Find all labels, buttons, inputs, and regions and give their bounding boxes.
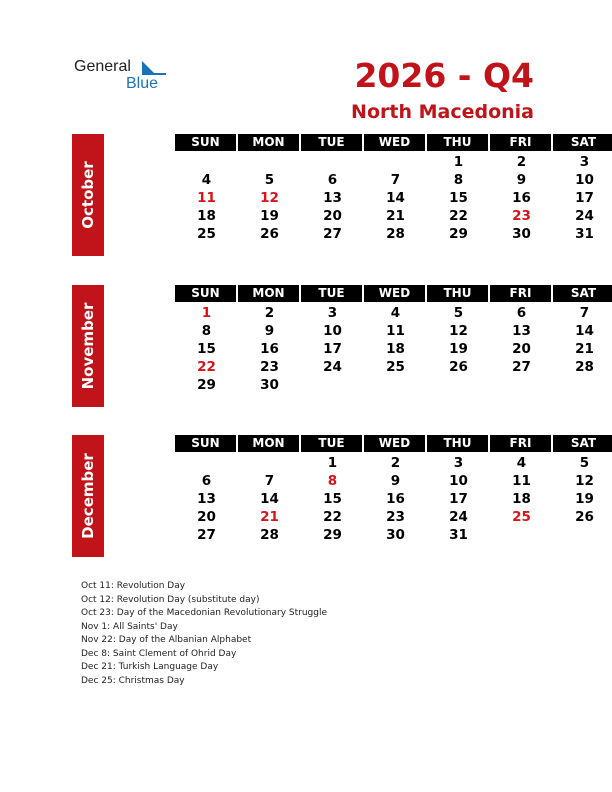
month-label-tab bbox=[72, 134, 104, 256]
date-cell: 7 bbox=[579, 305, 590, 321]
weekday-header-row bbox=[175, 435, 612, 452]
weekday-header: THU bbox=[427, 435, 488, 452]
date-cell: 6 bbox=[327, 172, 338, 188]
holiday-date: 21 bbox=[260, 509, 279, 525]
week-row bbox=[175, 508, 612, 526]
month-label-tab bbox=[72, 285, 104, 407]
week-row bbox=[175, 189, 612, 207]
day-grid bbox=[175, 153, 612, 243]
date-cell: 30 bbox=[512, 226, 531, 242]
date-cell: 9 bbox=[516, 172, 527, 188]
weekday-header: SUN bbox=[175, 134, 236, 151]
date-cell bbox=[364, 376, 427, 394]
date-cell: 10 bbox=[449, 473, 468, 489]
month-december bbox=[72, 435, 597, 557]
weekday-header: TUE bbox=[301, 134, 362, 151]
date-cell: 25 bbox=[386, 359, 405, 375]
weekday-header: MON bbox=[238, 134, 299, 151]
date-cell: 18 bbox=[512, 491, 531, 507]
date-cell: 7 bbox=[264, 473, 275, 489]
date-cell bbox=[553, 376, 612, 394]
day-grid bbox=[175, 454, 612, 544]
weekday-header: TUE bbox=[301, 435, 362, 452]
holiday-date: 25 bbox=[512, 509, 531, 525]
date-cell: 13 bbox=[512, 323, 531, 339]
week-row bbox=[175, 304, 612, 322]
date-cell: 26 bbox=[449, 359, 468, 375]
date-cell: 3 bbox=[453, 455, 464, 471]
date-cell: 26 bbox=[260, 226, 279, 242]
date-cell: 31 bbox=[575, 226, 594, 242]
date-cell: 9 bbox=[390, 473, 401, 489]
date-cell: 21 bbox=[575, 341, 594, 357]
weekday-header: THU bbox=[427, 285, 488, 302]
weekday-header: MON bbox=[238, 435, 299, 452]
date-cell: 7 bbox=[390, 172, 401, 188]
weekday-header: THU bbox=[427, 134, 488, 151]
weekday-header: SAT bbox=[553, 435, 612, 452]
week-row bbox=[175, 322, 612, 340]
holiday-item: Dec 8: Saint Clement of Ohrid Day bbox=[81, 648, 237, 659]
country-title: North Macedonia bbox=[351, 101, 534, 123]
date-cell: 1 bbox=[453, 154, 464, 170]
date-cell: 28 bbox=[386, 226, 405, 242]
date-cell: 13 bbox=[197, 491, 216, 507]
date-cell: 17 bbox=[323, 341, 342, 357]
date-cell: 27 bbox=[323, 226, 342, 242]
date-cell: 24 bbox=[323, 359, 342, 375]
weekday-header: TUE bbox=[301, 285, 362, 302]
date-cell: 4 bbox=[390, 305, 401, 321]
date-cell bbox=[301, 153, 364, 171]
week-row bbox=[175, 153, 612, 171]
date-cell: 12 bbox=[575, 473, 594, 489]
weekday-header: SUN bbox=[175, 435, 236, 452]
date-cell: 6 bbox=[516, 305, 527, 321]
weekday-header: MON bbox=[238, 285, 299, 302]
holiday-item: Dec 25: Christmas Day bbox=[81, 675, 185, 686]
date-cell bbox=[238, 153, 301, 171]
weekday-header: SAT bbox=[553, 285, 612, 302]
month-name: October bbox=[79, 161, 97, 229]
date-cell: 25 bbox=[197, 226, 216, 242]
month-name: November bbox=[79, 302, 97, 390]
holiday-item: Oct 11: Revolution Day bbox=[81, 581, 186, 591]
date-cell: 19 bbox=[575, 491, 594, 507]
week-row bbox=[175, 472, 612, 490]
date-cell: 4 bbox=[201, 172, 212, 188]
week-row bbox=[175, 490, 612, 508]
holiday-list bbox=[81, 580, 327, 688]
date-cell: 27 bbox=[197, 527, 216, 543]
week-row bbox=[175, 207, 612, 225]
date-cell bbox=[490, 376, 553, 394]
date-cell: 2 bbox=[516, 154, 527, 170]
date-cell: 26 bbox=[575, 509, 594, 525]
date-cell: 18 bbox=[386, 341, 405, 357]
date-cell: 15 bbox=[197, 341, 216, 357]
week-row bbox=[175, 225, 612, 243]
month-november bbox=[72, 285, 597, 407]
date-cell: 20 bbox=[323, 208, 342, 224]
weekday-header: WED bbox=[364, 134, 425, 151]
date-cell: 5 bbox=[264, 172, 275, 188]
date-cell bbox=[364, 153, 427, 171]
date-cell: 5 bbox=[579, 455, 590, 471]
date-cell: 1 bbox=[327, 455, 338, 471]
date-cell: 11 bbox=[386, 323, 405, 339]
week-row bbox=[175, 358, 612, 376]
week-row bbox=[175, 526, 612, 544]
date-cell: 29 bbox=[197, 377, 216, 393]
date-cell: 14 bbox=[386, 190, 405, 206]
date-cell: 6 bbox=[201, 473, 212, 489]
weekday-header: FRI bbox=[490, 435, 551, 452]
holiday-date: 11 bbox=[197, 190, 216, 206]
date-cell: 10 bbox=[575, 172, 594, 188]
date-cell: 16 bbox=[260, 341, 279, 357]
date-cell: 19 bbox=[260, 208, 279, 224]
date-cell: 2 bbox=[264, 305, 275, 321]
holiday-item: Oct 23: Day of the Macedonian Revolutionary Struggle bbox=[81, 608, 328, 618]
date-cell: 17 bbox=[449, 491, 468, 507]
date-cell: 2 bbox=[390, 455, 401, 471]
date-cell: 4 bbox=[516, 455, 527, 471]
date-cell: 30 bbox=[386, 527, 405, 543]
date-cell: 27 bbox=[512, 359, 531, 375]
weekday-header: FRI bbox=[490, 285, 551, 302]
date-cell: 20 bbox=[197, 509, 216, 525]
date-cell: 16 bbox=[386, 491, 405, 507]
date-cell: 5 bbox=[453, 305, 464, 321]
date-cell bbox=[175, 153, 238, 171]
holiday-date: 12 bbox=[260, 190, 279, 206]
date-cell: 14 bbox=[575, 323, 594, 339]
week-row bbox=[175, 171, 612, 189]
date-cell bbox=[238, 454, 301, 472]
weekday-header: FRI bbox=[490, 134, 551, 151]
date-cell: 23 bbox=[386, 509, 405, 525]
holiday-item: Oct 12: Revolution Day (substitute day) bbox=[81, 594, 260, 605]
date-cell bbox=[490, 526, 553, 544]
date-cell: 24 bbox=[575, 208, 594, 224]
date-cell: 8 bbox=[201, 323, 212, 339]
week-row bbox=[175, 376, 612, 394]
date-cell: 21 bbox=[386, 208, 405, 224]
weekday-header: SAT bbox=[553, 134, 612, 151]
date-cell: 30 bbox=[260, 377, 279, 393]
date-cell bbox=[553, 526, 612, 544]
date-cell: 17 bbox=[575, 190, 594, 206]
date-cell: 9 bbox=[264, 323, 275, 339]
generalblue-logo bbox=[74, 58, 174, 98]
logo-text-general: General bbox=[74, 58, 131, 75]
day-grid bbox=[175, 304, 612, 394]
weekday-header: WED bbox=[364, 435, 425, 452]
date-cell: 3 bbox=[327, 305, 338, 321]
date-cell: 12 bbox=[449, 323, 468, 339]
date-cell: 3 bbox=[579, 154, 590, 170]
date-cell: 20 bbox=[512, 341, 531, 357]
weekday-header: SUN bbox=[175, 285, 236, 302]
date-cell: 8 bbox=[453, 172, 464, 188]
date-cell: 10 bbox=[323, 323, 342, 339]
page-title: 2026 - Q4 bbox=[354, 56, 534, 95]
date-cell: 24 bbox=[449, 509, 468, 525]
date-cell: 22 bbox=[323, 509, 342, 525]
holiday-date: 23 bbox=[512, 208, 531, 224]
date-cell: 11 bbox=[512, 473, 531, 489]
holiday-item: Nov 1: All Saints' Day bbox=[81, 621, 178, 632]
date-cell: 15 bbox=[323, 491, 342, 507]
holiday-date: 8 bbox=[327, 473, 338, 489]
weekday-header: WED bbox=[364, 285, 425, 302]
weekday-header-row bbox=[175, 285, 612, 302]
weekday-header-row bbox=[175, 134, 612, 151]
week-row bbox=[175, 340, 612, 358]
date-cell: 19 bbox=[449, 341, 468, 357]
date-cell bbox=[175, 454, 238, 472]
logo-text-blue: Blue bbox=[126, 75, 159, 92]
date-cell: 18 bbox=[197, 208, 216, 224]
holiday-date: 1 bbox=[201, 305, 212, 321]
date-cell bbox=[427, 376, 490, 394]
holiday-item: Dec 21: Turkish Language Day bbox=[81, 662, 219, 672]
date-cell: 13 bbox=[323, 190, 342, 206]
date-cell: 16 bbox=[512, 190, 531, 206]
logo-triangle-icon bbox=[140, 60, 170, 76]
month-label-tab bbox=[72, 435, 104, 557]
date-cell: 28 bbox=[260, 527, 279, 543]
holiday-date: 22 bbox=[197, 359, 216, 375]
date-cell: 15 bbox=[449, 190, 468, 206]
date-cell: 29 bbox=[449, 226, 468, 242]
date-cell: 22 bbox=[449, 208, 468, 224]
date-cell bbox=[301, 376, 364, 394]
date-cell: 23 bbox=[260, 359, 279, 375]
date-cell: 29 bbox=[323, 527, 342, 543]
month-name: December bbox=[79, 453, 97, 539]
week-row bbox=[175, 454, 612, 472]
holiday-item: Nov 22: Day of the Albanian Alphabet bbox=[81, 635, 252, 645]
date-cell: 28 bbox=[575, 359, 594, 375]
date-cell: 31 bbox=[449, 527, 468, 543]
date-cell: 14 bbox=[260, 491, 279, 507]
month-october bbox=[72, 134, 597, 256]
